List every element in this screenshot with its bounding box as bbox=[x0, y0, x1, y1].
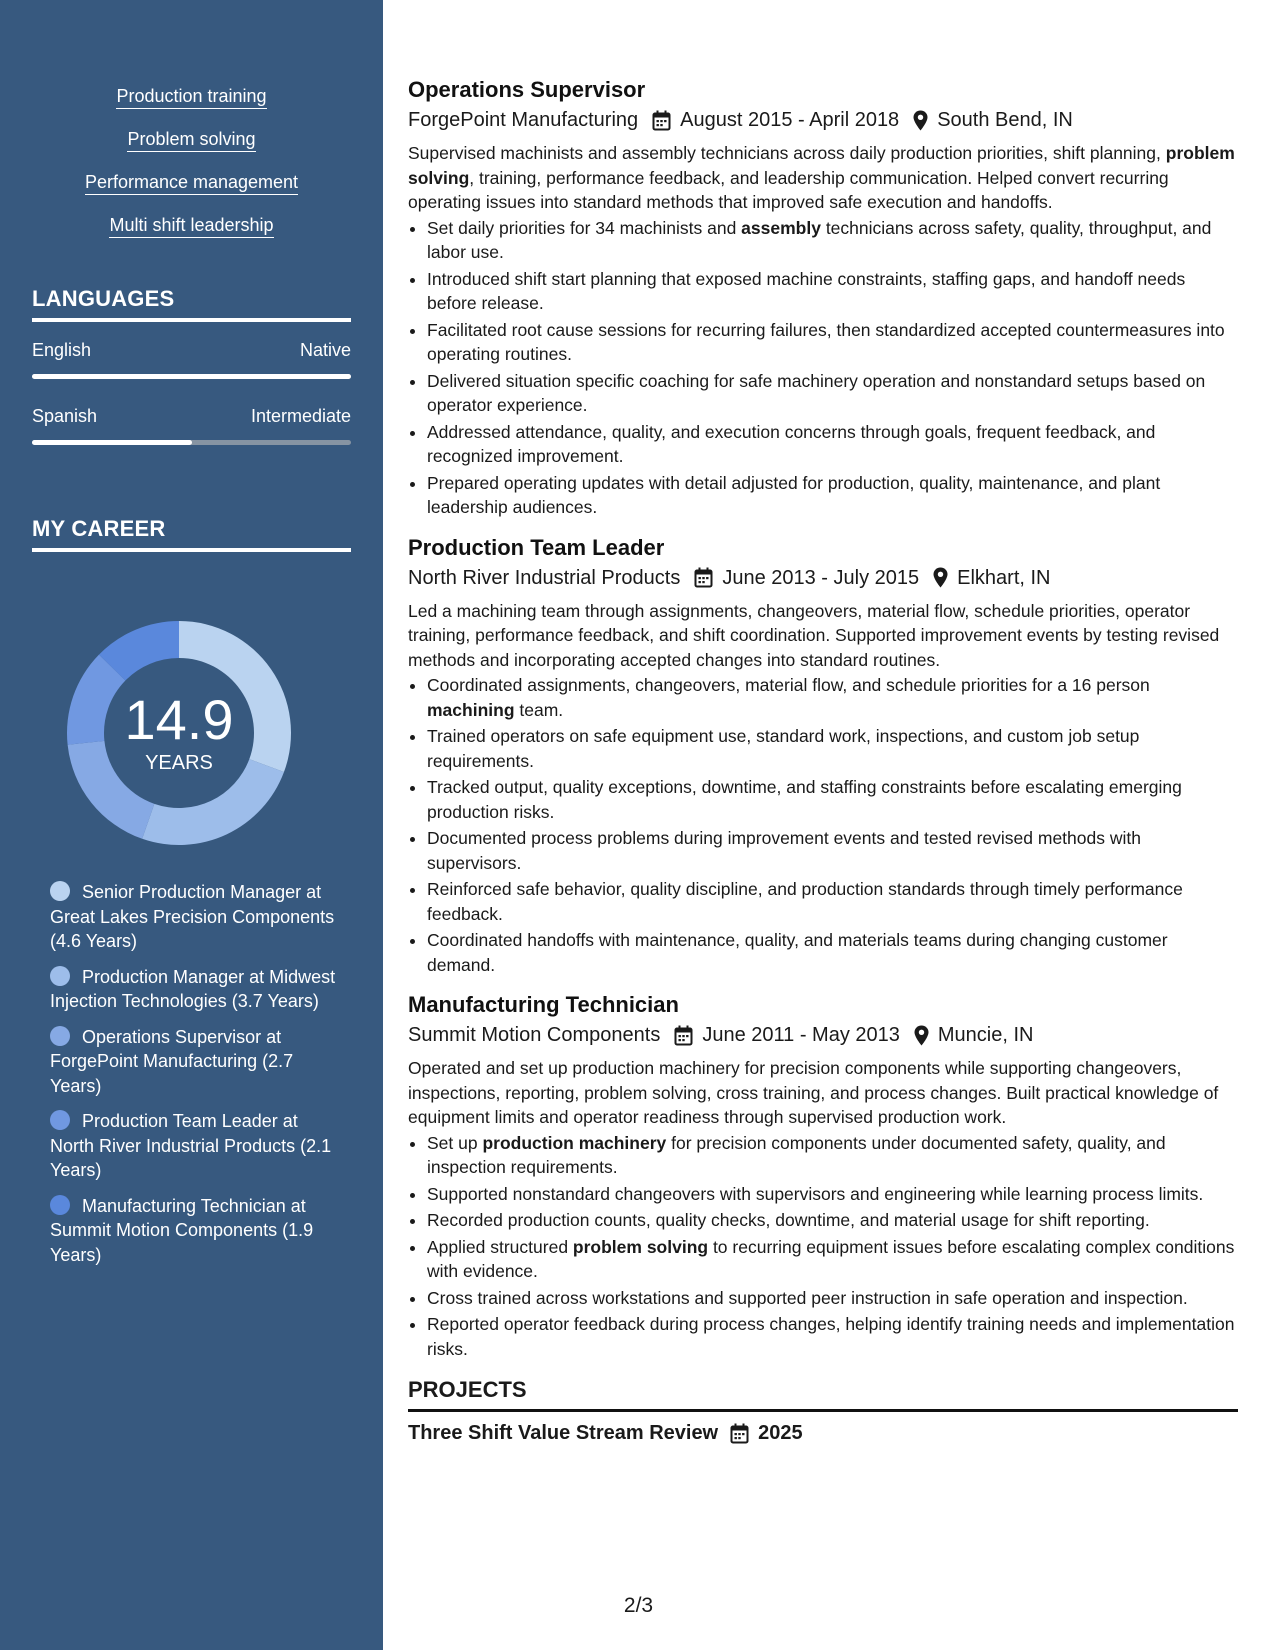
career-legend bbox=[50, 880, 340, 1278]
job-bullets bbox=[408, 673, 1238, 977]
job-entry bbox=[408, 991, 1238, 1361]
job-summary bbox=[408, 141, 1238, 215]
skill-link[interactable]: Multi shift leadership bbox=[109, 215, 273, 238]
calendar-icon bbox=[674, 1025, 693, 1046]
calendar-icon bbox=[652, 110, 671, 131]
bullet-item bbox=[427, 318, 1238, 367]
legend-dot bbox=[50, 1110, 70, 1130]
bullet-item bbox=[427, 1312, 1238, 1361]
bullet-item bbox=[427, 826, 1238, 875]
bullet-item bbox=[427, 775, 1238, 824]
skill-link[interactable]: Problem solving bbox=[127, 129, 255, 152]
bullet-item bbox=[427, 267, 1238, 316]
experience-section bbox=[408, 76, 1238, 1445]
text-run: technicians across safety, quality, throughput, and labor use. bbox=[427, 217, 1212, 262]
text-run: Supervised machinists and assembly technicians across daily production priorities, shift planning, bbox=[408, 143, 1166, 163]
skills-list bbox=[0, 86, 383, 258]
text-run: Set daily priorities for 34 machinists and bbox=[427, 217, 742, 238]
bullet-item bbox=[427, 471, 1238, 520]
job-dates: August 2015 - April 2018 bbox=[680, 109, 900, 131]
career-donut-center bbox=[66, 690, 292, 775]
text-run: Introduced shift start planning that exposed machine constraints, staffing gaps, and handoff needs before release. bbox=[427, 268, 1186, 313]
legend-label: Operations Supervisor at ForgePoint Manufacturing (2.7 Years) bbox=[50, 1026, 294, 1096]
bullet-item bbox=[427, 724, 1238, 773]
language-level: Intermediate bbox=[250, 406, 351, 426]
bullet-item bbox=[427, 1182, 1238, 1207]
text-run: for precision components under documented safety, quality, and inspection requirements. bbox=[427, 1132, 1166, 1177]
emphasis-text: machining bbox=[427, 699, 515, 720]
legend-label: Production Manager at Midwest Injection Technologies (3.7 Years) bbox=[50, 966, 336, 1011]
map-pin-icon bbox=[933, 567, 948, 588]
emphasis-text: production machinery bbox=[482, 1132, 667, 1153]
legend-label: Manufacturing Technician at Summit Motion Components (1.9 Years) bbox=[50, 1195, 314, 1265]
project-year: 2025 bbox=[758, 1422, 803, 1444]
text-run: Addressed attendance, quality, and execution concerns through goals, frequent feedback, and recognized improvement. bbox=[427, 421, 1156, 466]
text-run: Coordinated assignments, changeovers, material flow, and schedule priorities for a 16 person bbox=[427, 675, 1150, 695]
calendar-icon bbox=[694, 567, 713, 588]
projects-heading: PROJECTS bbox=[408, 1377, 1238, 1412]
legend-item bbox=[50, 1194, 340, 1268]
job-bullets bbox=[408, 1131, 1238, 1362]
bullet-item bbox=[427, 673, 1238, 722]
emphasis-text: problem solving bbox=[572, 1236, 709, 1257]
emphasis-text: problem solving bbox=[408, 143, 1235, 188]
legend-item bbox=[50, 1025, 340, 1099]
job-summary bbox=[408, 599, 1238, 673]
page-number-text: 2/3 bbox=[623, 1594, 654, 1617]
job-entry bbox=[408, 534, 1238, 978]
bullet-item bbox=[427, 877, 1238, 926]
bullet-item bbox=[427, 928, 1238, 977]
page-number bbox=[0, 1594, 1275, 1618]
map-pin-icon bbox=[914, 1025, 929, 1046]
project-entry bbox=[408, 1422, 1238, 1445]
bullet-item bbox=[427, 420, 1238, 469]
text-run: Facilitated root cause sessions for recurring failures, then standardized accepted countermeasures into operating routines. bbox=[427, 319, 1225, 364]
language-spanish bbox=[32, 406, 351, 445]
text-run: Delivered situation specific coaching for safe machinery operation and nonstandard setups based on operator experience. bbox=[427, 370, 1206, 415]
job-dates: June 2011 - May 2013 bbox=[702, 1024, 900, 1046]
company-name: North River Industrial Products bbox=[408, 566, 681, 589]
text-run: Documented process problems during improvement events and tested revised methods with supervisors. bbox=[427, 828, 1141, 873]
legend-label: Senior Production Manager at Great Lakes Precision Components (4.6 Years) bbox=[50, 882, 335, 951]
job-location: Muncie, IN bbox=[937, 1024, 1034, 1046]
text-run: Set up bbox=[427, 1132, 483, 1153]
bullet-item bbox=[427, 369, 1238, 418]
job-bullets bbox=[408, 216, 1238, 520]
company-name: Summit Motion Components bbox=[408, 1024, 661, 1046]
job-meta bbox=[408, 565, 1238, 591]
job-entry bbox=[408, 76, 1238, 520]
legend-label: Production Team Leader at North River Industrial Products (2.1 Years) bbox=[50, 1111, 332, 1180]
legend-dot bbox=[50, 1026, 70, 1046]
languages-heading: LANGUAGES bbox=[32, 286, 351, 322]
language-name: Spanish bbox=[32, 406, 98, 426]
text-run: Operated and set up production machinery for precision components while supporting changeovers, inspections, reporting, problem solving, cross training, and process changes. Built practical knowledge of equipment limits and operator readiness through supervised production work. bbox=[408, 1058, 1219, 1127]
calendar-icon bbox=[730, 1423, 749, 1444]
skill-link[interactable]: Performance management bbox=[85, 172, 298, 195]
legend-dot bbox=[50, 1195, 70, 1215]
legend-item bbox=[50, 880, 340, 954]
text-run: Led a machining team through assignments, changeovers, material flow, schedule priorities, operator training, performance feedback, and shift coordination. Supported improvement events by testing revised methods and incorporating accepted changes into standard routines. bbox=[408, 600, 1220, 670]
emphasis-text: assembly bbox=[741, 217, 821, 238]
sidebar bbox=[0, 0, 383, 1650]
skill-link[interactable]: Production training bbox=[116, 86, 266, 109]
text-run: , training, performance feedback, and leadership communication. Helped convert recurring operating issues into standard methods that improved safe execution and handoffs. bbox=[408, 167, 1169, 212]
legend-item bbox=[50, 965, 340, 1014]
legend-dot bbox=[50, 881, 70, 901]
career-total-unit: YEARS bbox=[145, 752, 213, 774]
language-bar bbox=[32, 440, 351, 445]
text-run: Reinforced safe behavior, quality discipline, and production standards through timely performance feedback. bbox=[427, 879, 1183, 924]
text-run: Recorded production counts, quality checks, downtime, and material usage for shift reporting. bbox=[427, 1210, 1150, 1230]
text-run: Trained operators on safe equipment use, standard work, inspections, and custom job setup requirements. bbox=[427, 726, 1140, 771]
text-run: team. bbox=[514, 699, 564, 720]
text-run: to recurring equipment issues before escalating complex conditions with evidence. bbox=[427, 1236, 1235, 1281]
legend-dot bbox=[50, 966, 70, 986]
text-run: Tracked output, quality exceptions, downtime, and staffing constraints before escalating emerging production risks. bbox=[427, 777, 1182, 822]
job-location: Elkhart, IN bbox=[957, 566, 1051, 589]
text-run: Supported nonstandard changeovers with supervisors and engineering while learning process limits. bbox=[427, 1183, 1204, 1204]
text-run: Applied structured bbox=[427, 1236, 573, 1257]
language-name: English bbox=[32, 340, 92, 360]
job-title: Manufacturing Technician bbox=[408, 992, 679, 1017]
text-run: Coordinated handoffs with maintenance, quality, and materials teams during changing customer demand. bbox=[427, 930, 1168, 975]
project-title: Three Shift Value Stream Review bbox=[408, 1422, 719, 1444]
bullet-item bbox=[427, 1208, 1238, 1233]
language-bar bbox=[32, 374, 351, 379]
company-name: ForgePoint Manufacturing bbox=[408, 109, 639, 131]
bullet-item bbox=[427, 1131, 1238, 1180]
job-title: Operations Supervisor bbox=[408, 77, 646, 102]
job-location: South Bend, IN bbox=[937, 109, 1073, 131]
text-run: Reported operator feedback during process changes, helping identify training needs and implementation risks. bbox=[427, 1314, 1235, 1359]
language-bar-fill bbox=[32, 440, 192, 445]
text-run: Cross trained across workstations and supported peer instruction in safe operation and inspection. bbox=[427, 1287, 1188, 1308]
language-level: Native bbox=[299, 340, 351, 360]
text-run: Prepared operating updates with detail adjusted for production, quality, maintenance, and plant leadership audiences. bbox=[427, 472, 1161, 517]
job-meta bbox=[408, 107, 1238, 133]
bullet-item bbox=[427, 1235, 1238, 1284]
bullet-item bbox=[427, 216, 1238, 265]
job-summary bbox=[408, 1056, 1238, 1130]
job-meta bbox=[408, 1022, 1238, 1048]
job-title: Production Team Leader bbox=[408, 534, 665, 560]
map-pin-icon bbox=[913, 110, 928, 131]
language-bar-fill bbox=[32, 374, 351, 379]
bullet-item bbox=[427, 1286, 1238, 1311]
career-heading: MY CAREER bbox=[32, 516, 351, 552]
legend-item bbox=[50, 1109, 340, 1183]
job-dates: June 2013 - July 2015 bbox=[722, 566, 920, 589]
career-total-years: 14.9 bbox=[124, 688, 234, 751]
language-english bbox=[32, 340, 351, 379]
